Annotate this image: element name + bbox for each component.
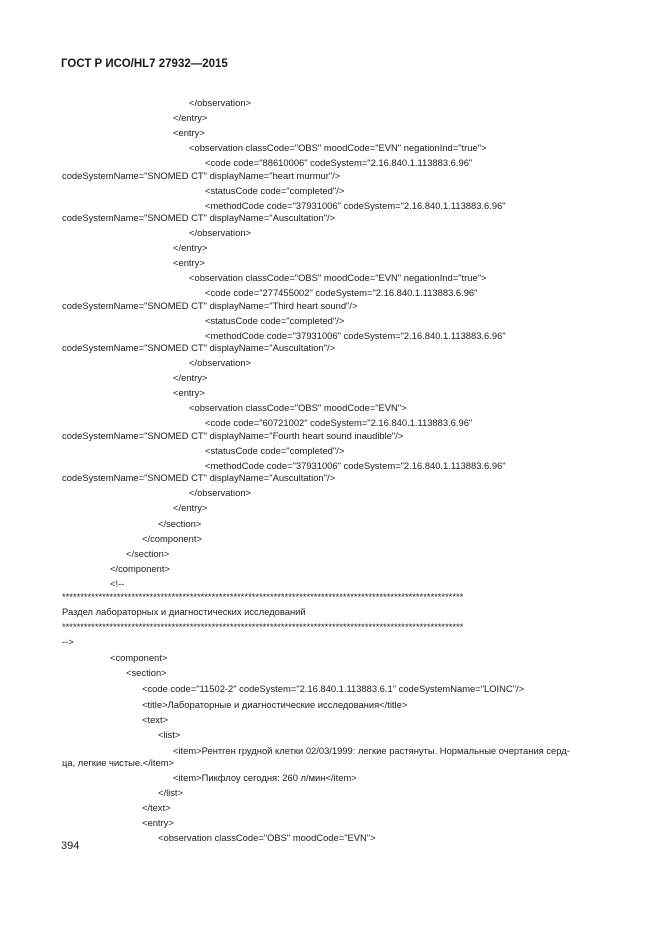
code-line: ца, легкие чистые.</item>: [62, 757, 174, 768]
code-line: <code code="11502-2" codeSystem="2.16.840.1.113883.6.1" codeSystemName="LOINC"/>: [142, 683, 525, 694]
code-line: **************************************************************************************************************: [62, 591, 464, 602]
code-line: codeSystemName="SNOMED CT" displayName="Fourth heart sound inaudible"/>: [62, 430, 404, 441]
code-line: codeSystemName="SNOMED CT" displayName="Auscultation"/>: [62, 472, 336, 483]
code-line: <methodCode code="37931006" codeSystem="2.16.840.1.113883.6.96": [205, 460, 506, 471]
code-line: Раздел лабораторных и диагностических исследований: [62, 606, 306, 617]
code-line: <list>: [158, 729, 181, 740]
code-line: <methodCode code="37931006" codeSystem="2.16.840.1.113883.6.96": [205, 200, 506, 211]
code-line: codeSystemName="SNOMED CT" displayName="Auscultation"/>: [62, 342, 336, 353]
code-line: </observation>: [189, 97, 252, 108]
code-line: <entry>: [173, 387, 205, 398]
code-line: <code code="277455002" codeSystem="2.16.840.1.113883.6.96": [205, 287, 478, 298]
code-line: </observation>: [189, 227, 252, 238]
page-number: 394: [61, 840, 80, 852]
code-line: <methodCode code="37931006" codeSystem="2.16.840.1.113883.6.96": [205, 330, 506, 341]
code-line: <statusCode code="completed"/>: [205, 315, 345, 326]
code-line: </component>: [142, 533, 202, 544]
code-line: </observation>: [189, 487, 252, 498]
code-line: -->: [62, 636, 74, 647]
code-line: </list>: [158, 787, 184, 798]
code-line: <observation classCode="OBS" moodCode="EVN">: [189, 402, 407, 413]
code-line: </entry>: [173, 502, 208, 513]
code-line: **************************************************************************************************************: [62, 621, 464, 632]
code-line: <observation classCode="OBS" moodCode="EVN" negationInd="true">: [189, 142, 487, 153]
code-line: <code code="60721002" codeSystem="2.16.840.1.113883.6.96": [205, 417, 473, 428]
code-line: </entry>: [173, 372, 208, 383]
code-line: <!--: [110, 578, 125, 589]
code-line: </observation>: [189, 357, 252, 368]
code-line: </entry>: [173, 242, 208, 253]
code-line: </section>: [126, 548, 170, 559]
code-line: <item>Рентген грудной клетки 02/03/1999: легкие растянуты. Нормальные очертания серд-: [173, 745, 570, 756]
code-line: <observation classCode="OBS" moodCode="EVN">: [158, 832, 376, 843]
code-line: codeSystemName="SNOMED CT" displayName="heart murmur"/>: [62, 170, 341, 181]
code-line: <entry>: [173, 127, 205, 138]
code-line: codeSystemName="SNOMED CT" displayName="Third heart sound"/>: [62, 300, 358, 311]
code-line: <code code="88610006" codeSystem="2.16.840.1.113883.6.96": [205, 157, 473, 168]
code-line: <item>Пикфлоу сегодня: 260 л/мин</item>: [173, 772, 357, 783]
code-line: <statusCode code="completed"/>: [205, 185, 345, 196]
code-line: <statusCode code="completed"/>: [205, 445, 345, 456]
code-line: <section>: [126, 667, 167, 678]
document-header: ГОСТ Р ИСО/HL7 27932—2015: [61, 58, 228, 70]
code-line: </section>: [158, 518, 202, 529]
code-line: <text>: [142, 714, 169, 725]
code-line: <title>Лабораторные и диагностические исследования</title>: [142, 699, 408, 710]
code-line: </text>: [142, 802, 171, 813]
code-line: <observation classCode="OBS" moodCode="EVN" negationInd="true">: [189, 272, 487, 283]
code-line: <component>: [110, 652, 168, 663]
code-line: <entry>: [173, 257, 205, 268]
code-line: codeSystemName="SNOMED CT" displayName="Auscultation"/>: [62, 212, 336, 223]
code-line: </component>: [110, 563, 170, 574]
code-line: <entry>: [142, 817, 174, 828]
code-line: </entry>: [173, 112, 208, 123]
